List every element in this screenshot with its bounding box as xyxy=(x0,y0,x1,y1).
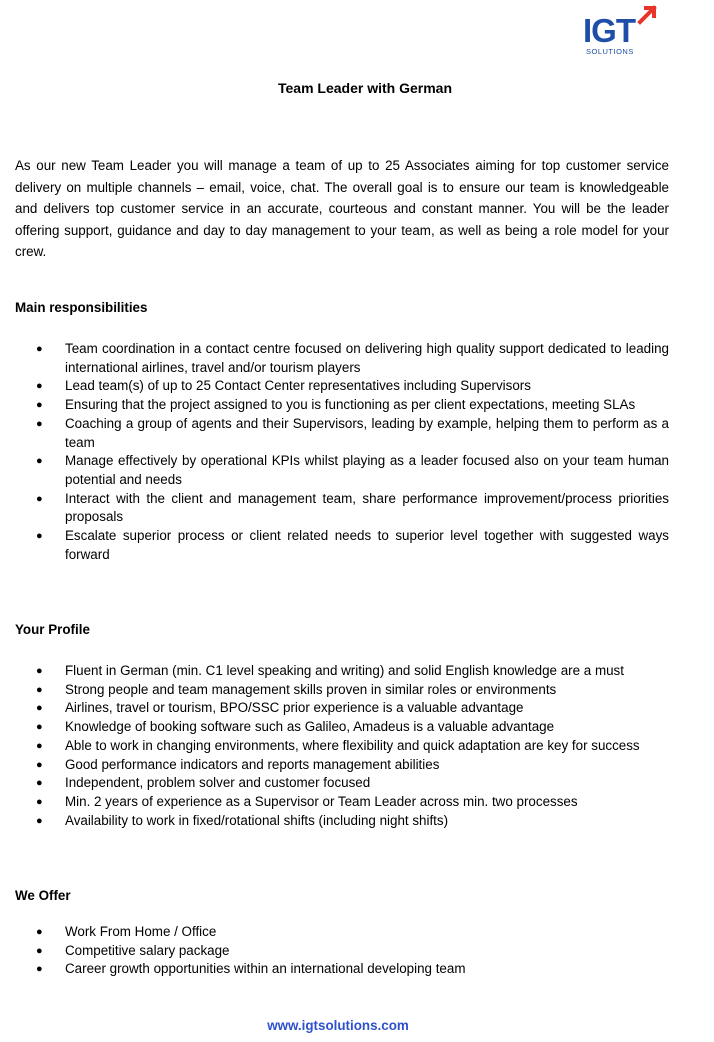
bullet-icon: ● xyxy=(36,702,43,715)
bullet-icon: ● xyxy=(36,963,43,976)
list-item: ● Knowledge of booking software such as Galileo, Amadeus is a valuable advantage xyxy=(36,718,669,737)
bullet-icon: ● xyxy=(36,758,43,771)
profile-list xyxy=(36,662,669,830)
igt-solutions-logo xyxy=(582,4,664,58)
list-item: ● Competitive salary package xyxy=(36,942,669,961)
bullet-icon: ● xyxy=(36,455,43,468)
bullet-icon: ● xyxy=(36,721,43,734)
bullet-icon: ● xyxy=(36,777,43,790)
list-item: ● Lead team(s) of up to 25 Contact Center representatives including Supervisors xyxy=(36,377,669,396)
bullet-icon: ● xyxy=(36,399,43,412)
offer-heading: We Offer xyxy=(15,888,71,903)
page-title: Team Leader with German xyxy=(277,80,452,96)
list-item: ● Min. 2 years of experience as a Supervisor or Team Leader across min. two processes xyxy=(36,793,669,812)
bullet-icon: ● xyxy=(36,814,43,827)
profile-heading: Your Profile xyxy=(15,622,90,637)
responsibilities-list xyxy=(36,340,669,564)
bullet-icon: ● xyxy=(36,944,43,957)
bullet-icon: ● xyxy=(36,683,43,696)
list-item: ● Airlines, travel or tourism, BPO/SSC prior experience is a valuable advantage xyxy=(36,699,669,718)
list-item: ● Manage effectively by operational KPIs whilst playing as a leader focused also on your team human potential and needs xyxy=(36,453,669,487)
bullet-icon: ● xyxy=(36,343,43,355)
list-item: ● Work From Home / Office xyxy=(36,923,669,942)
list-item: ● Team coordination in a contact centre focused on delivering high quality support dedicated to leading international airlines, travel and/or tourism players xyxy=(36,341,669,375)
list-item: ● Interact with the client and management team, share performance improvement/process priorities proposals xyxy=(36,490,669,525)
list-item: ● Independent, problem solver and customer focused xyxy=(36,774,669,793)
svg-text:SOLUTIONS: SOLUTIONS xyxy=(586,47,634,56)
responsibilities-heading: Main responsibilities xyxy=(15,300,148,315)
list-item: ● Good performance indicators and reports management abilities xyxy=(36,756,669,775)
intro-paragraph: As our new Team Leader you will manage a team of up to 25 Associates aiming for top customer service delivery on multiple channels – email, voice, chat. The overall goal is to ensure our team is knowledgeable and delivers top customer service in an accurate, courteous and constant manner. You will be the leader offering support, guidance and day to day management to your team, as well as being a role model for your crew. xyxy=(15,158,669,259)
list-item: ● Escalate superior process or client related needs to superior level together with suggested ways forward xyxy=(36,528,669,562)
bullet-icon: ● xyxy=(36,926,43,938)
list-item: ● Ensuring that the project assigned to you is functioning as per client expectations, meeting SLAs xyxy=(36,396,669,415)
bullet-icon: ● xyxy=(36,417,43,430)
offer-list xyxy=(36,923,669,979)
bullet-icon: ● xyxy=(36,739,43,752)
list-item: ● Able to work in changing environments, where flexibility and quick adaptation are key for success xyxy=(36,737,669,756)
website-link[interactable]: www.igtsolutions.com xyxy=(267,1018,409,1033)
list-item: ● Coaching a group of agents and their Supervisors, leading by example, helping them to perform as a team xyxy=(36,415,669,450)
bullet-icon: ● xyxy=(36,492,43,505)
list-item: ● Fluent in German (min. C1 level speaking and writing) and solid English knowledge are a must xyxy=(36,662,669,681)
list-item: ● Strong people and team management skills proven in similar roles or environments xyxy=(36,681,669,700)
logo-mark-icon xyxy=(582,4,664,58)
bullet-icon: ● xyxy=(36,380,43,393)
bullet-icon: ● xyxy=(36,530,43,543)
list-item: ● Career growth opportunities within an international developing team xyxy=(36,960,669,979)
list-item: ● Availability to work in fixed/rotational shifts (including night shifts) xyxy=(36,812,669,831)
bullet-icon: ● xyxy=(36,665,43,677)
svg-text:IGT: IGT xyxy=(583,12,635,49)
bullet-icon: ● xyxy=(36,795,43,808)
